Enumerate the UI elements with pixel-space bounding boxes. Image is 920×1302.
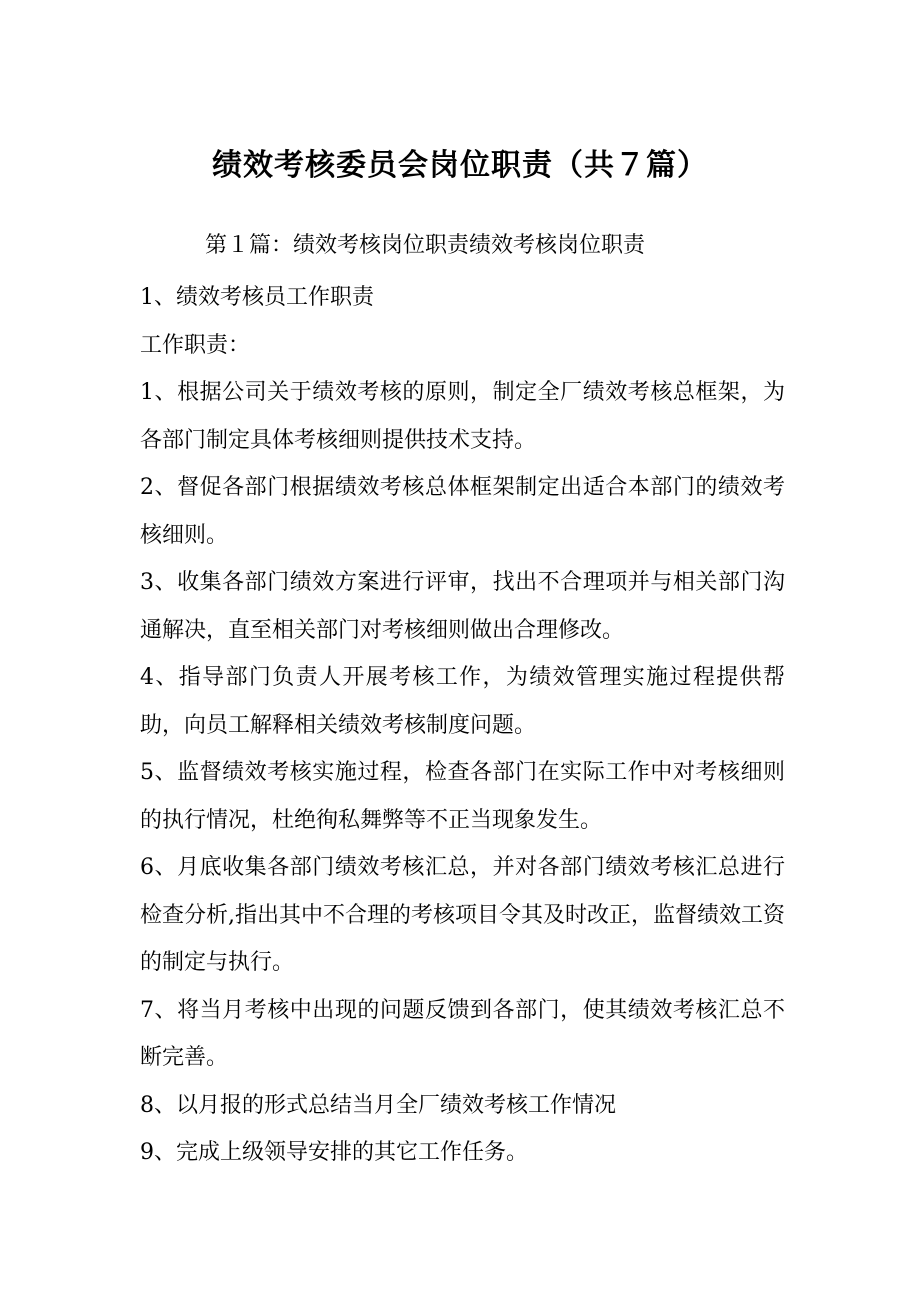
paragraph-4: 2、督促各部门根据绩效考核总体框架制定出适合本部门的绩效考核细则。 (140, 475, 785, 548)
paragraph-1: 1、绩效考核员工作职责 (140, 285, 374, 310)
paragraph-3: 1、根据公司关于绩效考核的原则，制定全厂绩效考核总框架，为各部门制定具体考核细则提供技术支持。 (140, 380, 785, 453)
document-body (140, 274, 785, 1177)
paragraph-7: 5、监督绩效考核实施过程，检查各部门在实际工作中对考核细则的执行情况，杜绝徇私舞弊等不正当现象发生。 (140, 760, 785, 833)
section-heading: 第１篇：绩效考核岗位职责绩效考核岗位职责 (205, 233, 646, 258)
paragraph-10: 8、以月报的形式总结当月全厂绩效考核工作情况 (140, 1092, 616, 1118)
paragraph-11: 9、完成上级领导安排的其它工作任务。 (140, 1140, 528, 1165)
paragraph-2: 工作职责： (140, 332, 251, 358)
paragraph-9: 7、将当月考核中出现的问题反馈到各部门，使其绩效考核汇总不断完善。 (140, 997, 785, 1070)
paragraph-5: 3、收集各部门绩效方案进行评审，找出不合理项并与相关部门沟通解决，直至相关部门对考核细则做出合理修改。 (140, 570, 785, 643)
document-title: 绩效考核委员会岗位职责（共７篇） (212, 148, 708, 183)
paragraph-8: 6、月底收集各部门绩效考核汇总，并对各部门绩效考核汇总进行检查分析,指出其中不合理的考核项目令其及时改正，监督绩效工资的制定与执行。 (140, 855, 785, 975)
paragraph-6: 4、指导部门负责人开展考核工作，为绩效管理实施过程提供帮助，向员工解释相关绩效考核制度问题。 (140, 665, 785, 738)
